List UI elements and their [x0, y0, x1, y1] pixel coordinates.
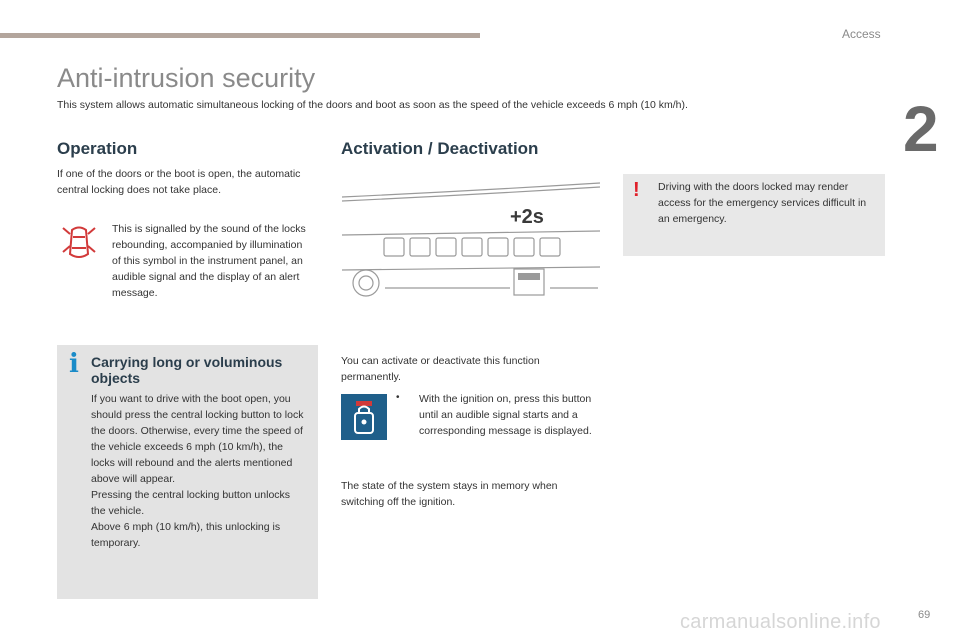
- info-box-title: Carrying long or voluminous objects: [91, 354, 283, 386]
- memory-state-text: The state of the system stays in memory when switching off the ignition.: [341, 480, 558, 508]
- info-box: [57, 345, 318, 599]
- watermark: carmanualsonline.info: [680, 611, 881, 633]
- signal-description: This is signalled by the sound of the locks rebounding, accompanied by illumination of this symbol in the instrument panel, an audible signal and the display of an alert message.: [112, 223, 306, 299]
- door-open-warning-icon: [60, 224, 98, 264]
- dashboard-button-illustration: [340, 175, 603, 305]
- page-title: Anti-intrusion security: [57, 63, 316, 93]
- info-icon: i: [69, 349, 79, 379]
- header-accent-bar: [0, 33, 480, 38]
- operation-text: If one of the doors or the boot is open, the automatic central locking does not take place.: [57, 168, 301, 196]
- step-bullet: •: [396, 392, 400, 403]
- central-locking-button-icon: [341, 394, 387, 440]
- warning-icon: !: [633, 179, 640, 201]
- intro-text: This system allows automatic simultaneous locking of the doors and boot as soon as the speed of the vehicle exceeds 6 mph (10 km/h).: [57, 99, 688, 111]
- activation-text: You can activate or deactivate this function permanently.: [341, 355, 540, 383]
- operation-heading: Operation: [57, 139, 138, 158]
- section-label: Access: [842, 27, 881, 41]
- activation-heading: Activation / Deactivation: [341, 139, 539, 158]
- warning-text: Driving with the doors locked may render access for the emergency services difficult in an emergency.: [658, 181, 867, 225]
- page-number: 69: [918, 609, 931, 621]
- info-box-text: If you want to drive with the boot open, you should press the central locking button to lock the doors. Otherwise, every time the speed of the vehicle exceeds 6 mph (10 km/h), the locks will rebound and the alerts mentioned above will appear. Pressing the central locking button unlocks the vehicle. Above 6 mph (10 km/h), this unlocking is temporary.: [91, 393, 304, 549]
- hold-duration-label: +2s: [510, 206, 544, 228]
- chapter-number: 2: [903, 93, 939, 165]
- warning-box: [623, 174, 885, 256]
- activation-step: With the ignition on, press this button until an audible signal starts and a corresponding message is displayed.: [419, 393, 592, 437]
